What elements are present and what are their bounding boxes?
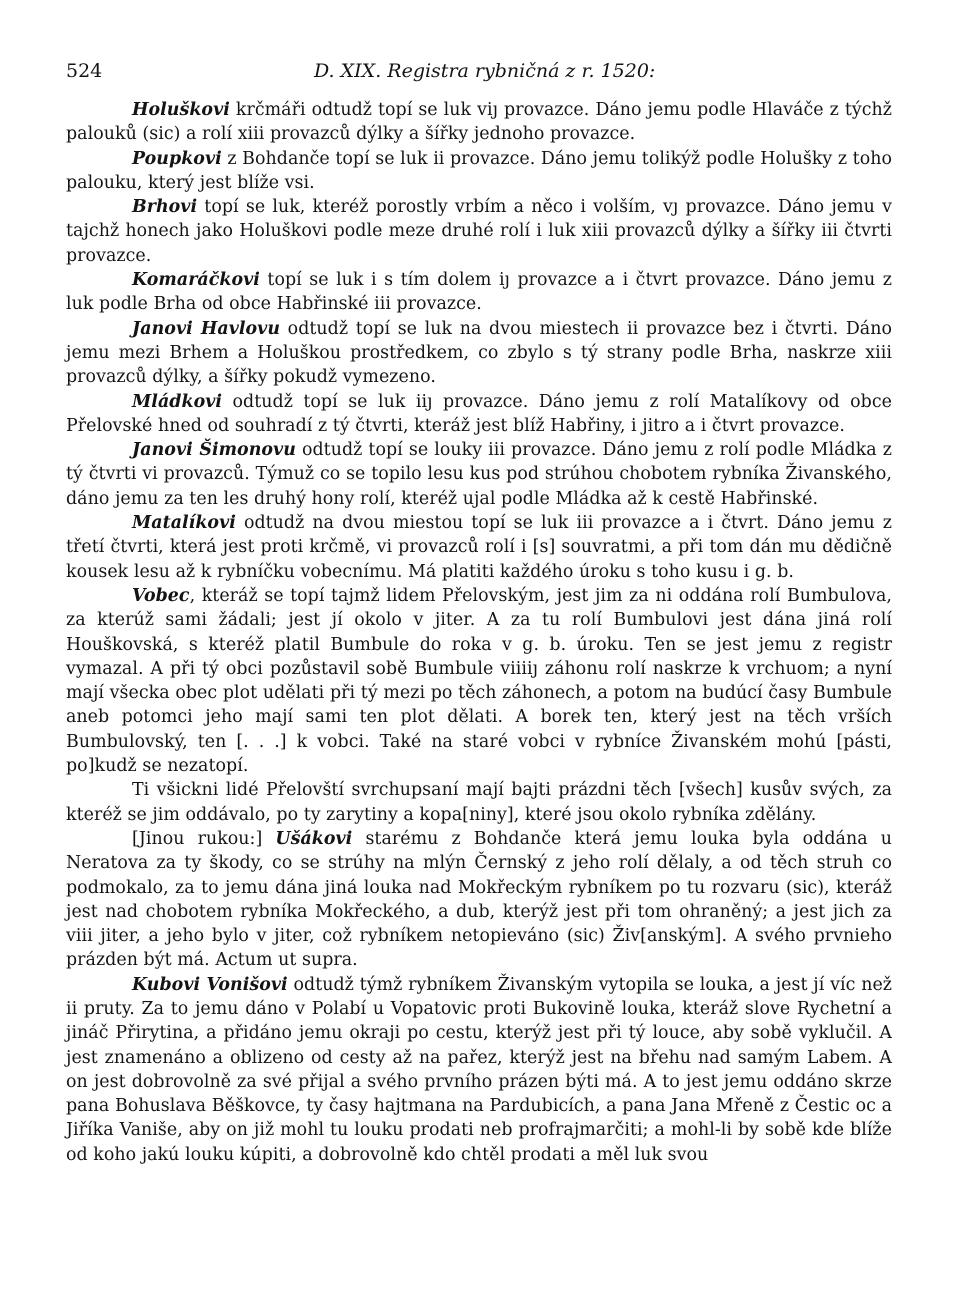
body-text <box>66 98 892 1167</box>
paragraph <box>66 317 892 390</box>
page-header <box>66 58 892 98</box>
person-name: Poupkovi <box>132 148 222 169</box>
paragraph-text: z Bohdanče topí se luk ii provazce. Dáno jemu tolikýž podle Holušky z toho palouku, který jest blíže vsi. <box>66 148 892 193</box>
editorial-note: [Jinou rukou:] <box>132 828 276 849</box>
paragraph-text: odtudž topí se louky iii provazce. Dáno jemu z rolí podle Mládka z tý čtvrti vi provazců. Týmuž co se topilo lesu kus pod strúhou chobotem rybníka Živanského, dáno jemu za ten les druhý hony rolí, kteréž ujal podle Mládka až k cestě Habřinské. <box>66 440 892 509</box>
paragraph-text: topí se luk, kteréž porostly vrbím a něco i volším, vȷ provazce. Dáno jemu v tajchž honech jako Holuškovi podle meze druhé rolí i luk xiii provazců dýlky a šířky iii čtvrti provazce. <box>66 197 892 266</box>
person-name: Ušákovi <box>275 828 353 849</box>
paragraph <box>66 390 892 439</box>
paragraph-text: krčmáři odtudž topí se luk viȷ provazce. Dáno jemu podle Hlaváče z týchž palouků (sic) a rolí xiii provazců dýlky a šířky jednoho provazce. <box>66 100 892 145</box>
person-name: Mládkovi <box>132 391 223 412</box>
paragraph-text: Ti všickni lidé Přelovští svrchupsaní mají bajti prázdni těch [všech] kusův svých, za kteréž se jim oddávalo, po ty zarytiny a kopa[niny], které jsou okolo rybníka zdělány. <box>66 780 892 825</box>
person-name: Janovi Havlovu <box>132 318 281 339</box>
page-number: 524 <box>66 60 103 82</box>
person-name: Janovi Šimonovu <box>132 440 296 461</box>
person-name: Komaráčkovi <box>132 270 260 291</box>
paragraph <box>66 973 892 1167</box>
person-name: Matalíkovi <box>132 513 236 534</box>
person-name: Kubovi Vonišovi <box>132 974 288 995</box>
paragraph <box>66 511 892 584</box>
paragraph <box>66 438 892 511</box>
person-name: Brhovi <box>132 197 198 218</box>
paragraph-text: odtudž topí se luk na dvou miestech ii provazce bez i čtvrti. Dáno jemu mezi Brhem a Holuškou prostředkem, co zbylo s tý strany podle Brha, naskrze xiii provazců dýlky, a šířky pokudž vymezeno. <box>66 318 892 388</box>
paragraph <box>66 778 892 827</box>
running-title: D. XIX. Registra rybničná z r. 1520: <box>314 60 656 82</box>
person-name: Vobec <box>132 585 190 606</box>
paragraph-text: starému z Bohdanče která jemu louka byla oddána u Neratova za ty škody, co se strúhy na mlýn Černský z jeho rolí dělaly, a od těch struh co podmokalo, za to jemu dána jiná louka nad Mokřeckým rybníkem po tu rozvaru (sic), kteráž jest nad chobotem rybníka Mokřeckého, a dub, kterýž jest při tom ohraněný; a jest jich za viii jiter, a jeho bylo v jiter, což rybníkem netopieváno (sic) Živ[anským]. A svého prvnieho prázden být má. Actum ut supra. <box>66 828 892 971</box>
person-name: Holuškovi <box>132 100 230 120</box>
paragraph <box>66 827 892 973</box>
paragraph-text: , kteráž se topí tajmž lidem Přelovským, jest jim za ni oddána rolí Bumbulova, za kterúž sami žádali; jest jí okolo v jiter. A za tu rolí Bumbulovi jest dána jiná rolí Houškovská, s kteréž platil Bumbule do roka v g. b. úroku. Ten se jest jemu z registr vymazal. A při tý obci pozůstavil sobě Bumbule viiiiȷ záhonu rolí naskrze k vrchuom; a nyní mají všecka obec plot udělati při tý mezi po těch záhonech, a potom na budúcí časy Bumbule aneb potomci jeho mají sami ten plot dělati. A borek ten, který jest na těch vrších Bumbulovský, ten [. . .] k vobci. Také na staré vobci v rybníce Živanském mohú [pásti, po]kudž se nezatopí. <box>66 585 892 777</box>
paragraph-text: topí se luk i s tím dolem iȷ provazce a i čtvrt provazce. Dáno jemu z luk podle Brha od obce Habřinské iii provazce. <box>66 270 892 315</box>
paragraph <box>66 195 892 268</box>
paragraph-text: odtudž topí se luk iiȷ provazce. Dáno jemu z rolí Matalíkovy od obce Přelovské hned od souhradí z tý čtvrti, kteráž jest blíž Habřiny, i jitro a i čtvrt provazce. <box>66 391 892 436</box>
paragraph-text: odtudž na dvou miestou topí se luk iii provazce a i čtvrt. Dáno jemu z třetí čtvrti, která jest proti krčmě, vi provazců rolí i [s] souvratmi, a při tom dán mu dědičně kousek lesu až k rybníčku vobecnímu. Má platiti každého úroku s toho kusu i g. b. <box>66 513 892 582</box>
paragraph-text: odtudž týmž rybníkem Živanským vytopila se louka, a jest jí víc než ii pruty. Za to jemu dáno v Polabí u Vopatovic proti Bukovině louka, kteráž slove Rychetní a jináč Přirytina, a přidáno jemu okraji po cestu, kterýž jest při tý louce, aby sobě vyklučil. A jest znamenáno a oblizeno od cesty až na pařez, kterýž jest na břehu nad samým Labem. A on jest dobrovolně za své přijal a svého prvního prázen býti má. A to jest jemu oddáno skrze pana Bohuslava Běškovce, ty časy hajtmana na Pardubicích, a pana Jana Mřeně z Čestic oc a Jiříka Vaniše, aby on již mohl tu louku prodati neb profrajmarčiti; a mohl-li by sobě kde blíže od koho jakú louku kúpiti, a dobrovolně kdo chtěl prodati a měl luk svou <box>66 974 892 1165</box>
paragraph <box>66 584 892 778</box>
paragraph <box>66 268 892 317</box>
paragraph <box>66 147 892 196</box>
paragraph <box>66 98 892 147</box>
